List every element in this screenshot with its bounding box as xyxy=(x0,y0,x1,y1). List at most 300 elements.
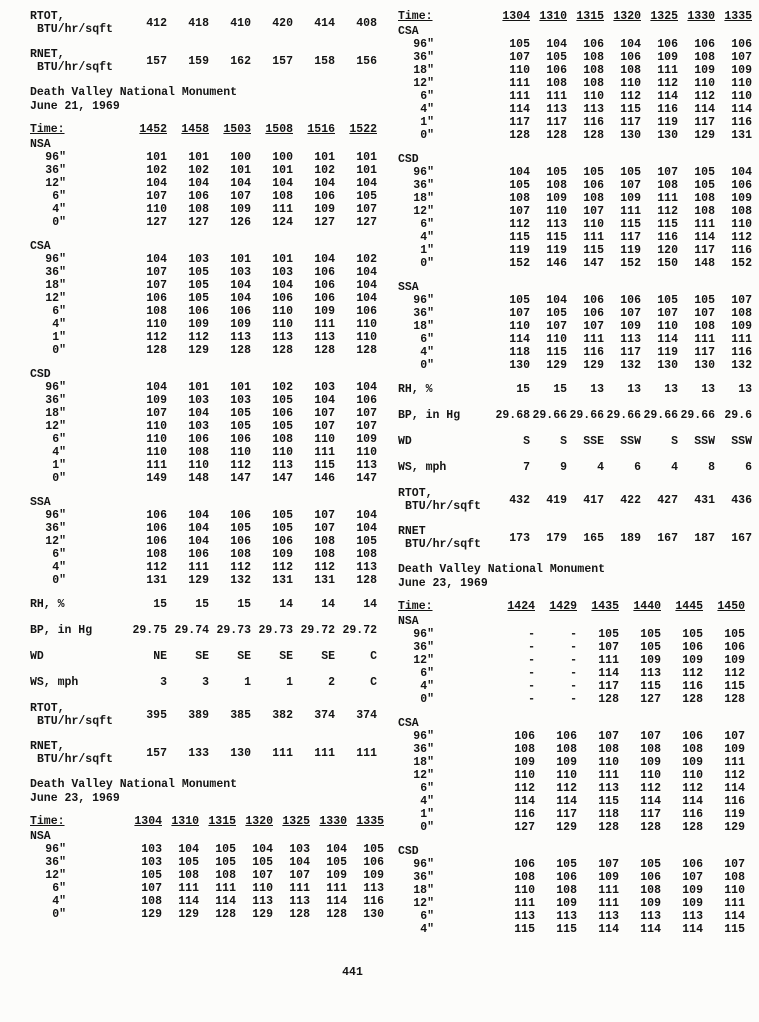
depth-label: 0" xyxy=(52,344,66,357)
measure-value: 6 xyxy=(634,461,641,474)
temperature-value: 106 xyxy=(272,292,293,305)
measure-value: C xyxy=(370,650,377,663)
temperature-value: 119 xyxy=(724,808,745,821)
depth-label-box xyxy=(398,667,493,680)
temperature-value: 107 xyxy=(640,730,661,743)
depth-label-box xyxy=(30,869,125,882)
temperature-value: 115 xyxy=(598,795,619,808)
measure-row xyxy=(30,740,386,766)
temperature-value: 111 xyxy=(178,882,199,895)
temperature-value: 110 xyxy=(724,884,745,897)
temperature-value: 108 xyxy=(141,895,162,908)
depth-label: 12" xyxy=(45,292,66,305)
temperature-value: 109 xyxy=(326,869,347,882)
temperature-value: - xyxy=(528,641,535,654)
time_header-block xyxy=(30,123,386,136)
section-name: CSA xyxy=(30,240,51,253)
depth-label-box xyxy=(398,821,493,834)
temperature-value: 116 xyxy=(514,808,535,821)
temperature-value: 128 xyxy=(598,693,619,706)
measure-value: 9 xyxy=(560,461,567,474)
temperature-value: 109 xyxy=(230,203,251,216)
temperature-value: 114 xyxy=(657,90,678,103)
time-label: Time: xyxy=(30,123,65,136)
temperature-value: 106 xyxy=(146,535,167,548)
measure-label-line2: BTU/hr/sqft xyxy=(405,500,481,513)
temperature-value: 105 xyxy=(640,641,661,654)
temperature-value: 116 xyxy=(657,103,678,116)
temperature-value: 113 xyxy=(252,895,273,908)
table-row xyxy=(398,129,756,142)
temperature-value: 104 xyxy=(356,266,377,279)
temperature-value: 106 xyxy=(682,730,703,743)
temperature-value: 112 xyxy=(230,459,251,472)
document-title-line: Death Valley National Monument xyxy=(30,778,238,791)
temperature-value: 110 xyxy=(657,320,678,333)
temperature-value: 111 xyxy=(546,90,567,103)
temperature-value: 110 xyxy=(682,769,703,782)
temperature-value: 108 xyxy=(188,446,209,459)
measure-label: WD xyxy=(30,650,44,663)
temperature-value: 116 xyxy=(724,795,745,808)
temperature-value: 114 xyxy=(326,895,347,908)
temperature-value: 109 xyxy=(682,884,703,897)
temperature-value: 104 xyxy=(546,294,567,307)
table-row xyxy=(30,216,386,229)
table-row xyxy=(398,244,756,257)
depth-label-box xyxy=(30,318,125,331)
temperature-value: 114 xyxy=(640,923,661,936)
temperature-value: 110 xyxy=(546,333,567,346)
temperature-value: 113 xyxy=(514,910,535,923)
temperature-value: 110 xyxy=(640,769,661,782)
temperature-value: 152 xyxy=(509,257,530,270)
temperature-value: 104 xyxy=(178,843,199,856)
depth-label-box xyxy=(398,129,493,142)
temperature-value: 106 xyxy=(314,292,335,305)
section-name: NSA xyxy=(30,830,51,843)
depth-label-box xyxy=(398,257,493,270)
temperature-value: 109 xyxy=(731,192,752,205)
depth-label: 12" xyxy=(45,177,66,190)
depth-label: 0" xyxy=(52,574,66,587)
measure-value: 8 xyxy=(708,461,715,474)
depth-label: 96" xyxy=(45,381,66,394)
temperature-value: 110 xyxy=(146,420,167,433)
temperature-value: 117 xyxy=(509,116,530,129)
depth-label: 4" xyxy=(52,203,66,216)
time-value: 1335 xyxy=(724,10,752,23)
temperature-value: 107 xyxy=(598,641,619,654)
depth-label: 12" xyxy=(45,869,66,882)
measure-value: 395 xyxy=(146,708,167,722)
temperature-value: 128 xyxy=(509,129,530,142)
depth-label-box xyxy=(30,305,125,318)
temperature-value: 105 xyxy=(620,166,641,179)
depth-label-box xyxy=(398,192,493,205)
temperature-value: 105 xyxy=(682,628,703,641)
temperature-value: 109 xyxy=(682,897,703,910)
time-value: 1310 xyxy=(171,815,199,828)
temperature-value: 100 xyxy=(272,151,293,164)
temperature-value: 150 xyxy=(657,257,678,270)
table-row xyxy=(398,628,756,641)
temperature-value: 104 xyxy=(356,177,377,190)
depth-label-box xyxy=(398,231,493,244)
temperature-value: 106 xyxy=(583,294,604,307)
depth-label: 18" xyxy=(45,407,66,420)
depth-label-box xyxy=(30,509,125,522)
depth-label: 4" xyxy=(52,895,66,908)
depth-label: 36" xyxy=(413,307,434,320)
measure-value: SSE xyxy=(583,435,604,448)
temperature-value: 112 xyxy=(188,331,209,344)
temperature-value: 108 xyxy=(682,743,703,756)
document-title-line: Death Valley National Monument xyxy=(30,86,238,99)
depth-label-box xyxy=(398,333,493,346)
temperature-value: 116 xyxy=(682,680,703,693)
measure-value: 130 xyxy=(230,746,251,760)
temperature-value: 130 xyxy=(363,908,384,921)
temperature-value: 103 xyxy=(188,394,209,407)
temperature-value: 114 xyxy=(682,795,703,808)
measure-value: 29.75 xyxy=(132,624,167,637)
temperature-value: 105 xyxy=(556,858,577,871)
temperature-value: 110 xyxy=(514,884,535,897)
temperature-section xyxy=(398,153,756,270)
temperature-value: 114 xyxy=(598,923,619,936)
measure-value: 156 xyxy=(356,54,377,68)
temperature-value: 109 xyxy=(314,305,335,318)
temperature-value: 110 xyxy=(146,433,167,446)
table-row xyxy=(30,305,386,318)
section-name: SSA xyxy=(30,496,51,509)
time-value: 1330 xyxy=(687,10,715,23)
depth-label-box xyxy=(30,253,125,266)
temperature-value: 108 xyxy=(583,192,604,205)
depth-label-box xyxy=(30,190,125,203)
temperature-value: 110 xyxy=(230,446,251,459)
measure1-block xyxy=(30,676,386,689)
depth-label: 1" xyxy=(420,116,434,129)
temperature-value: 112 xyxy=(509,218,530,231)
temperature-value: 108 xyxy=(272,190,293,203)
temperature-value: 105 xyxy=(356,190,377,203)
temperature-value: 108 xyxy=(314,535,335,548)
temperature-section xyxy=(30,138,386,229)
table-row xyxy=(398,884,756,897)
temperature-value: 107 xyxy=(146,407,167,420)
table-row xyxy=(30,279,386,292)
measure-value: 167 xyxy=(731,531,752,545)
depth-label: 4" xyxy=(420,231,434,244)
table-row xyxy=(30,253,386,266)
temperature-value: 105 xyxy=(272,394,293,407)
time_header-block xyxy=(398,10,756,23)
measure-value: 158 xyxy=(314,54,335,68)
temperature-value: 105 xyxy=(188,266,209,279)
temperature-value: 147 xyxy=(272,472,293,485)
depth-label-box xyxy=(398,641,493,654)
depth-label-box xyxy=(398,897,493,910)
time-value: 1452 xyxy=(139,123,167,136)
temperature-value: 112 xyxy=(682,667,703,680)
depth-label-box xyxy=(30,895,125,908)
depth-label-box xyxy=(30,394,125,407)
temperature-value: 104 xyxy=(230,279,251,292)
table-row xyxy=(398,897,756,910)
temperature-value: 108 xyxy=(640,743,661,756)
temperature-value: 114 xyxy=(694,103,715,116)
temperature-value: 103 xyxy=(230,394,251,407)
measure2-block xyxy=(398,487,756,513)
temperature-value: 106 xyxy=(188,190,209,203)
table-row xyxy=(30,509,386,522)
temperature-value: 109 xyxy=(694,64,715,77)
temperature-value: 105 xyxy=(724,628,745,641)
depth-label: 6" xyxy=(420,90,434,103)
measure-row xyxy=(30,48,386,74)
temperature-value: 107 xyxy=(546,320,567,333)
depth-label: 6" xyxy=(52,433,66,446)
temperature-value: 106 xyxy=(230,509,251,522)
measure-value: 29.73 xyxy=(258,624,293,637)
temperature-value: 110 xyxy=(272,446,293,459)
temperature-value: 117 xyxy=(620,346,641,359)
temperature-value: 112 xyxy=(724,667,745,680)
depth-label-box xyxy=(30,574,125,587)
measure-value: 7 xyxy=(523,461,530,474)
depth-label-box xyxy=(30,420,125,433)
depth-label: 4" xyxy=(420,795,434,808)
measure-value: 3 xyxy=(160,676,167,689)
temperature-value: 112 xyxy=(731,231,752,244)
temperature-value: 106 xyxy=(272,407,293,420)
temperature-value: 102 xyxy=(272,381,293,394)
table-row xyxy=(30,394,386,407)
temperature-value: 104 xyxy=(188,509,209,522)
measure-label-line2: BTU/hr/sqft xyxy=(37,753,113,766)
section-name: NSA xyxy=(30,138,51,151)
temperature-value: 106 xyxy=(356,394,377,407)
temperature-value: 108 xyxy=(583,77,604,90)
depth-label: 6" xyxy=(420,218,434,231)
table-row xyxy=(30,548,386,561)
temperature-value: 112 xyxy=(146,561,167,574)
page-number: 441 xyxy=(342,966,363,979)
depth-label-box xyxy=(30,472,125,485)
measure-label-line1: RNET xyxy=(398,525,426,538)
measure-value: 29.68 xyxy=(495,409,530,422)
temperature-value: 113 xyxy=(546,103,567,116)
temperature-value: - xyxy=(570,654,577,667)
temperature-value: 112 xyxy=(657,77,678,90)
temperature-value: 109 xyxy=(640,897,661,910)
temperature-value: 128 xyxy=(682,693,703,706)
temperature-value: 113 xyxy=(363,882,384,895)
measure-row xyxy=(30,650,386,663)
temperature-value: 109 xyxy=(640,654,661,667)
depth-label: 0" xyxy=(420,257,434,270)
temperature-value: 107 xyxy=(146,190,167,203)
table-row xyxy=(398,693,756,706)
depth-label-box xyxy=(30,203,125,216)
depth-label: 18" xyxy=(413,192,434,205)
table-row xyxy=(30,190,386,203)
measure-label-line2: BTU/hr/sqft xyxy=(37,715,113,728)
table-row xyxy=(398,231,756,244)
depth-label-box xyxy=(30,522,125,535)
temperature-value: 105 xyxy=(640,858,661,871)
temperature-value: 104 xyxy=(188,407,209,420)
temperature-value: 106 xyxy=(583,179,604,192)
depth-label-box xyxy=(30,882,125,895)
temperature-value: 107 xyxy=(598,858,619,871)
temperature-value: 115 xyxy=(509,231,530,244)
time-value: 1320 xyxy=(613,10,641,23)
time-value: 1325 xyxy=(282,815,310,828)
table-row xyxy=(30,472,386,485)
temperature-value: 118 xyxy=(509,346,530,359)
measure-row xyxy=(30,624,386,637)
temperature-value: 108 xyxy=(694,320,715,333)
temperature-value: 147 xyxy=(356,472,377,485)
measure-value: 29.72 xyxy=(342,624,377,637)
depth-label-box xyxy=(398,359,493,372)
temperature-value: 104 xyxy=(356,522,377,535)
time_header-block xyxy=(398,600,756,613)
table-row xyxy=(398,808,756,821)
table-row xyxy=(30,908,386,921)
temperature-value: 152 xyxy=(731,257,752,270)
temperature-value: 115 xyxy=(620,218,641,231)
measure-value: 382 xyxy=(272,708,293,722)
temperature-value: 108 xyxy=(178,869,199,882)
temperature-value: 104 xyxy=(356,381,377,394)
depth-label: 6" xyxy=(52,548,66,561)
table-row xyxy=(398,166,756,179)
temperature-value: 109 xyxy=(620,192,641,205)
measure-label-box xyxy=(30,702,125,728)
temperature-value: 110 xyxy=(509,320,530,333)
temperature-value: 109 xyxy=(657,51,678,64)
temperature-value: 108 xyxy=(694,51,715,64)
depth-label: 6" xyxy=(420,910,434,923)
table-row xyxy=(398,320,756,333)
table-row xyxy=(398,179,756,192)
measure-value: C xyxy=(370,676,377,689)
temperature-value: 111 xyxy=(289,882,310,895)
temperature-value: 109 xyxy=(620,320,641,333)
temperature-value: 114 xyxy=(509,333,530,346)
measure-value: 1 xyxy=(286,676,293,689)
temperature-value: 105 xyxy=(694,179,715,192)
table-row xyxy=(30,292,386,305)
temperature-value: 104 xyxy=(188,522,209,535)
measure-value: 4 xyxy=(671,461,678,474)
table-row xyxy=(30,164,386,177)
temperature-value: 105 xyxy=(215,856,236,869)
temperature-value: 106 xyxy=(694,38,715,51)
temperature-value: 113 xyxy=(598,910,619,923)
temperature-value: 128 xyxy=(724,693,745,706)
measure-value: 173 xyxy=(509,531,530,545)
depth-label-box xyxy=(398,795,493,808)
time-value: 1424 xyxy=(507,600,535,613)
temperature-value: 106 xyxy=(640,871,661,884)
temperature-value: 111 xyxy=(598,897,619,910)
temperature-value: 132 xyxy=(620,359,641,372)
depth-label: 1" xyxy=(420,808,434,821)
temperature-value: 106 xyxy=(583,307,604,320)
temperature-value: 108 xyxy=(215,869,236,882)
temperature-value: 130 xyxy=(620,129,641,142)
depth-label: 36" xyxy=(413,51,434,64)
depth-label: 6" xyxy=(52,882,66,895)
temperature-value: 124 xyxy=(272,216,293,229)
measure-value: S xyxy=(671,435,678,448)
temperature-value: 117 xyxy=(598,680,619,693)
temperature-value: 111 xyxy=(188,561,209,574)
temperature-value: 108 xyxy=(356,548,377,561)
temperature-value: 129 xyxy=(188,574,209,587)
measure-value: 157 xyxy=(146,54,167,68)
temperature-value: 111 xyxy=(657,192,678,205)
temperature-value: 119 xyxy=(657,116,678,129)
temperature-value: 110 xyxy=(188,459,209,472)
section-name: CSD xyxy=(398,845,419,858)
table-row xyxy=(398,116,756,129)
time-value: 1516 xyxy=(307,123,335,136)
temperature-value: 105 xyxy=(546,166,567,179)
temperature-value: 105 xyxy=(230,522,251,535)
measure-value: SE xyxy=(279,650,293,663)
table-row xyxy=(398,359,756,372)
depth-label: 0" xyxy=(420,359,434,372)
measure1-block xyxy=(398,461,756,474)
temperature-value: - xyxy=(528,654,535,667)
measure1-block xyxy=(398,409,756,422)
time-value: 1522 xyxy=(349,123,377,136)
temperature-value: 128 xyxy=(289,908,310,921)
measure2-block xyxy=(30,702,386,728)
measure-value: 417 xyxy=(583,493,604,507)
depth-label-box xyxy=(398,628,493,641)
time-value: 1445 xyxy=(675,600,703,613)
measure-label-line2: BTU/hr/sqft xyxy=(405,538,481,551)
depth-label-box xyxy=(398,756,493,769)
depth-label: 96" xyxy=(413,294,434,307)
measure-value: 414 xyxy=(314,16,335,30)
temperature-value: 107 xyxy=(583,320,604,333)
temperature-value: 101 xyxy=(188,381,209,394)
time-label: Time: xyxy=(30,815,65,828)
temperature-value: 128 xyxy=(314,344,335,357)
temperature-value: 104 xyxy=(356,292,377,305)
time-label: Time: xyxy=(398,600,433,613)
temperature-value: 111 xyxy=(724,897,745,910)
temperature-value: 114 xyxy=(682,923,703,936)
measure-value: SSW xyxy=(731,435,752,448)
time-label-box xyxy=(30,123,125,136)
temperature-value: 106 xyxy=(146,292,167,305)
measure1-block xyxy=(398,383,756,396)
temperature-value: 108 xyxy=(509,192,530,205)
measure-value: 15 xyxy=(153,598,167,611)
measure-row xyxy=(30,676,386,689)
depth-label-box xyxy=(30,344,125,357)
temperature-value: 110 xyxy=(583,218,604,231)
